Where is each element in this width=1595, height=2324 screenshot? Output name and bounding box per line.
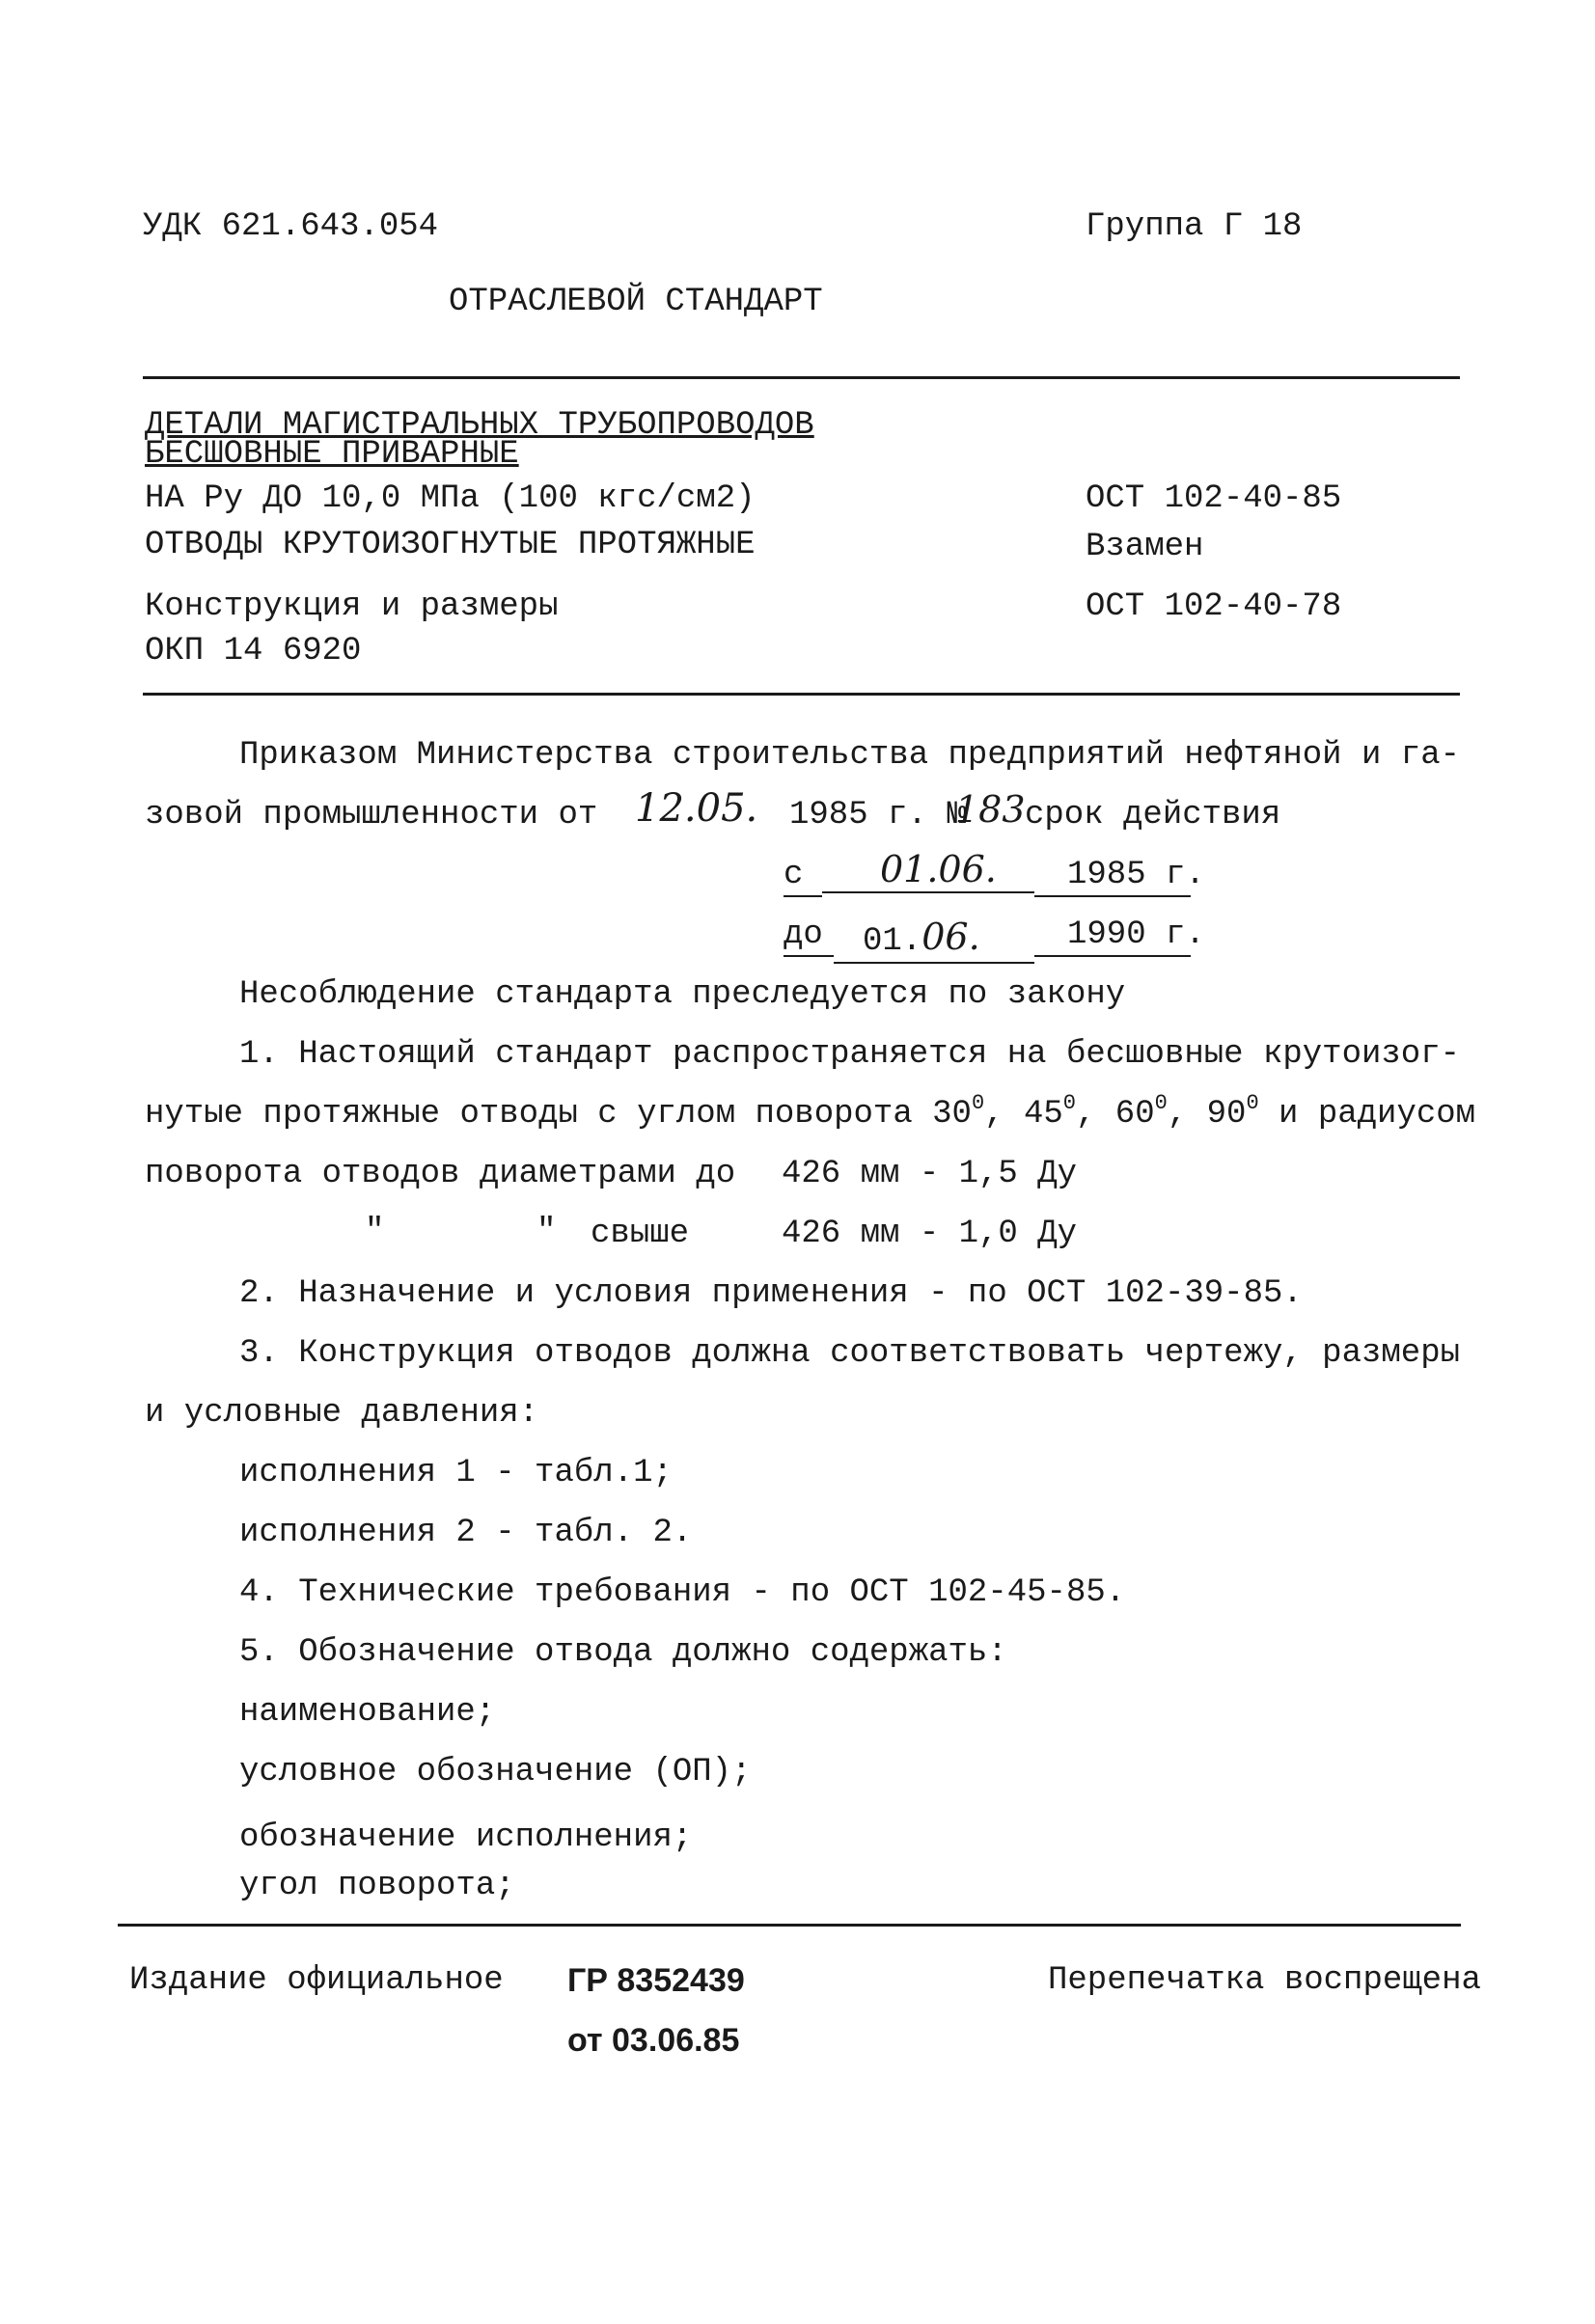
para-1-line-3-left: поворота отводов диаметрами до [145, 1156, 736, 1192]
title-line-4: ОТВОДЫ КРУТОИЗОГНУТЫЕ ПРОТЯЖНЫЕ [145, 527, 756, 563]
title-line-2: БЕСШОВНЫЕ ПРИВАРНЫЕ [145, 436, 519, 473]
gr-number: ГР 8352439 [567, 1962, 745, 1999]
para-1-line-4-mid: свыше [591, 1216, 690, 1252]
degree-mark: 0 [1062, 1091, 1076, 1115]
para-5-item-4: угол поворота; [239, 1868, 515, 1904]
group-code: Группа Г 18 [1086, 208, 1303, 245]
para-3-line-2: и условные давления: [145, 1395, 539, 1432]
top-divider [143, 376, 1460, 379]
order-year: 1985 г. № [789, 797, 967, 834]
title-line-3: НА Ру ДО 10,0 МПа (100 кгс/см2) [145, 480, 756, 517]
para-3-item-2: исполнения 2 - табл. 2. [239, 1515, 693, 1551]
para-5-item-1: наименование; [239, 1694, 496, 1731]
standard-code: ОСТ 102-40-85 [1086, 480, 1342, 517]
para-1-line-2-e: и радиусом [1258, 1096, 1476, 1133]
para-1-line-3-right: 426 мм - 1,5 Ду [782, 1156, 1078, 1192]
gr-date: от 03.06.85 [567, 2022, 740, 2059]
replaces-label: Взамен [1086, 529, 1204, 565]
para-5-item-3: обозначение исполнения; [239, 1819, 693, 1856]
ditto-mark-1: " [365, 1214, 385, 1250]
degree-mark: 0 [1154, 1091, 1168, 1115]
degree-mark: 0 [971, 1091, 985, 1115]
order-line-1: Приказом Министерства строительства предприятий нефтяной и га- [239, 737, 1461, 774]
valid-to-date [834, 918, 1034, 964]
okp-code: ОКП 14 6920 [145, 633, 362, 670]
para-4: 4. Технические требования - по ОСТ 102-45-85. [239, 1574, 1126, 1611]
valid-to-date-prefix: 01. [863, 923, 922, 960]
standard-type: ОТРАСЛЕВОЙ СТАНДАРТ [449, 284, 823, 320]
para-1-line-2 [145, 1091, 1476, 1133]
valid-to-year: 1990 г. [1034, 918, 1191, 957]
valid-to-label: до [784, 918, 834, 957]
para-1-line-2-b: , 45 [984, 1096, 1063, 1133]
law-warning: Несоблюдение стандарта преследуется по закону [239, 976, 1126, 1013]
para-3-item-1: исполнения 1 - табл.1; [239, 1455, 673, 1491]
title-line-1: ДЕТАЛИ МАГИСТРАЛЬНЫХ ТРУБОПРОВОДОВ [145, 407, 814, 444]
valid-from-label: с [784, 859, 822, 897]
ditto-mark-2: " [536, 1214, 557, 1250]
para-1-line-1: 1. Настоящий стандарт распространяется на бесшовные крутоизог- [239, 1036, 1461, 1073]
para-1-line-2-c: , 60 [1075, 1096, 1155, 1133]
para-1-line-2-a: нутые протяжные отводы с углом поворота 30 [145, 1096, 972, 1133]
udk-code: УДК 621.643.054 [143, 208, 439, 245]
valid-from-year: 1985 г. [1034, 859, 1191, 897]
para-5-item-2: условное обозначение (ОП); [239, 1754, 752, 1791]
edition-official: Издание официальное [129, 1962, 504, 1999]
reprint-prohibited: Перепечатка воспрещена [1048, 1962, 1481, 1999]
para-1-line-4-right: 426 мм - 1,0 Ду [782, 1216, 1078, 1252]
order-line-2-prefix: зовой промышленности от [145, 797, 598, 834]
para-2: 2. Назначение и условия применения - по ОСТ 102-39-85. [239, 1275, 1303, 1312]
order-date-handwritten: 12.05. [635, 786, 758, 831]
degree-mark: 0 [1246, 1091, 1259, 1115]
valid-from-date: 01.06. [822, 851, 1034, 893]
replaces-code: ОСТ 102-40-78 [1086, 588, 1342, 625]
valid-to-date-handwritten: 06. [921, 916, 980, 958]
title-line-5: Конструкция и размеры [145, 588, 559, 625]
order-term-label: срок действия [1025, 797, 1281, 834]
footer-divider [118, 1924, 1461, 1927]
para-5: 5. Обозначение отвода должно содержать: [239, 1634, 1007, 1671]
title-divider [143, 693, 1460, 696]
order-number-handwritten: 183 [955, 788, 1026, 831]
para-1-line-2-d: , 90 [1167, 1096, 1247, 1133]
para-3-line-1: 3. Конструкция отводов должна соответствовать чертежу, размеры [239, 1335, 1461, 1372]
